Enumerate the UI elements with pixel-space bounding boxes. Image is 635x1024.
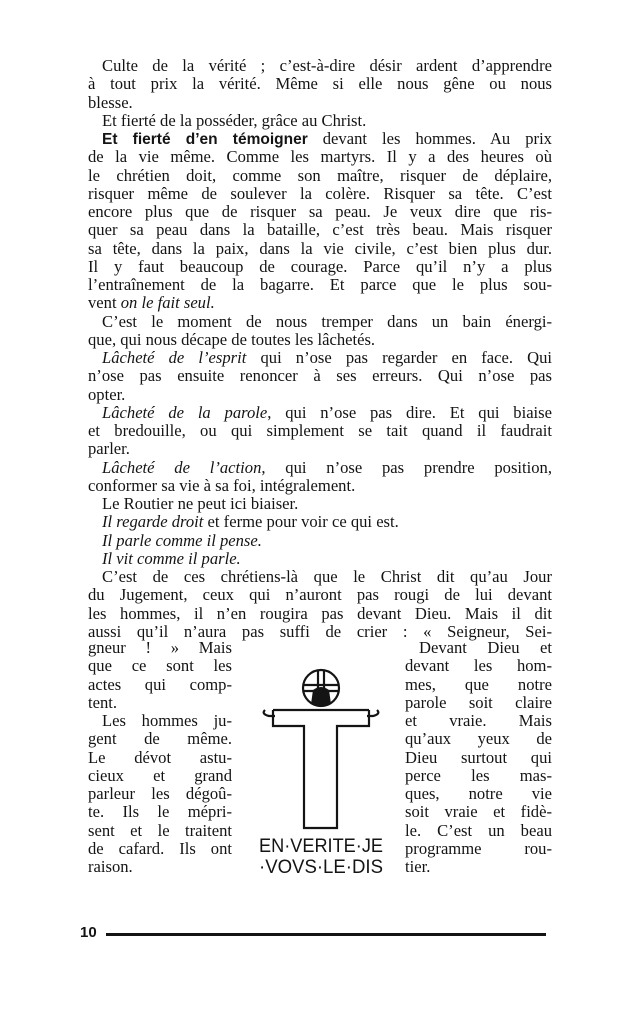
- text-segment: de la vie même. Comme les martyrs. Il y a des heures où: [88, 147, 552, 167]
- text-segment: et vraie. Mais: [405, 711, 552, 730]
- text-segment: Dieu surtout qui: [405, 747, 552, 767]
- inscription-line-2: ·VOVS·LE·DIS: [259, 857, 383, 876]
- text-line: [88, 532, 552, 550]
- text-segment: sent et le traitent: [88, 820, 232, 840]
- text-segment: te. Ils le mépri-: [88, 802, 232, 822]
- text-segment: risquer même de soulever la colère. Risquer sa tête. C’est: [88, 183, 552, 203]
- main-text: [88, 57, 552, 641]
- text-line: [88, 167, 552, 185]
- text-segment: Culte de la vérité ; c’est-à-dire désir ardent d’apprendre: [102, 56, 552, 75]
- text-line: [88, 858, 232, 876]
- text-line: [88, 822, 232, 840]
- bold-text: Et fierté d’en témoigner: [102, 131, 308, 148]
- text-line: [88, 313, 552, 331]
- text-line: [88, 676, 232, 694]
- text-segment: le. C’est un beau: [405, 820, 552, 840]
- text-line: [88, 803, 232, 821]
- text-line: [88, 785, 232, 803]
- text-line: [88, 404, 552, 422]
- text-line: [88, 94, 552, 112]
- italic-text: Il regarde droit: [102, 512, 204, 532]
- right-column-text: [405, 639, 552, 876]
- text-segment: que, qui nous décape de toutes les lâchetés.: [88, 329, 376, 349]
- text-segment: Il y faut beaucoup de courage. Parce qu’il n’y a plus: [88, 256, 552, 276]
- text-line: [88, 203, 552, 221]
- text-segment: conformer sa vie à sa foi, intégralement.: [88, 475, 356, 495]
- text-segment: mes, que notre: [405, 674, 552, 694]
- italic-text: Lâcheté de l’action: [102, 457, 262, 477]
- text-line: [88, 240, 552, 258]
- text-line: [88, 840, 232, 858]
- page-number: 10: [80, 924, 97, 941]
- text-line: [88, 495, 552, 513]
- text-line: [405, 858, 552, 876]
- text-segment: blesse.: [88, 92, 133, 112]
- text-segment: Les hommes ju-: [102, 711, 232, 730]
- text-line: [88, 349, 552, 367]
- italic-text: Il vit comme il parle.: [102, 548, 241, 568]
- text-segment: , qui n’ose pas dire. Et qui biaise: [267, 402, 552, 422]
- text-line: [88, 639, 232, 657]
- text-segment: gent de même.: [88, 729, 232, 749]
- text-line: [88, 550, 552, 568]
- text-segment: et bredouille, ou qui simplement se tait quand il faudrait: [88, 421, 552, 440]
- italic-text: Il parle comme il pense.: [102, 530, 262, 550]
- page-footer: [80, 924, 550, 944]
- text-segment: du Jugement, ceux qui n’auront pas rougi de lui devant: [88, 585, 552, 605]
- text-line: [88, 440, 552, 458]
- italic-text: Lâcheté de l’esprit: [102, 348, 247, 367]
- text-segment: tent.: [88, 692, 118, 712]
- text-line: [88, 513, 552, 531]
- text-line: [405, 749, 552, 767]
- text-line: [88, 730, 232, 748]
- text-line: [405, 840, 552, 858]
- text-segment: C’est de ces chrétiens-là que le Christ dit qu’au Jour: [102, 567, 552, 586]
- text-segment: que ce sont les: [88, 656, 232, 676]
- text-line: [405, 676, 552, 694]
- text-line: [88, 586, 552, 604]
- text-segment: à tout prix la vérité. Même si elle nous gêne ou nous: [88, 74, 552, 94]
- text-line: [88, 568, 552, 586]
- text-segment: actes qui comp-: [88, 674, 232, 694]
- text-segment: programme rou-: [405, 838, 552, 858]
- italic-text: on le fait seul.: [120, 293, 215, 313]
- text-line: [405, 694, 552, 712]
- text-segment: parler.: [88, 439, 130, 459]
- text-segment: ques, notre vie: [405, 784, 552, 803]
- text-line: [88, 57, 552, 75]
- christ-cross-icon: [255, 668, 387, 876]
- text-line: [88, 112, 552, 130]
- text-segment: n’ose pas ensuite renoncer à ses erreurs. Qui n’ose pas: [88, 366, 552, 386]
- left-column-text: [88, 639, 232, 876]
- text-segment: opter.: [88, 384, 126, 404]
- text-segment: gneur ! » Mais: [88, 638, 232, 657]
- text-segment: Le Routier ne peut ici biaiser.: [102, 494, 299, 513]
- text-line: [88, 477, 552, 495]
- text-line: [405, 822, 552, 840]
- text-segment: devant les hommes. Au prix: [307, 129, 552, 148]
- text-line: [88, 148, 552, 166]
- text-line: [88, 221, 552, 239]
- text-segment: C’est le moment de nous tremper dans un bain énergi-: [102, 311, 552, 331]
- text-line: [88, 294, 552, 312]
- text-line: [88, 657, 232, 675]
- text-line: [88, 459, 552, 477]
- text-line: [88, 605, 552, 623]
- text-segment: Devant Dieu et: [419, 638, 552, 657]
- text-line: [88, 258, 552, 276]
- text-segment: parleur les dégoû-: [88, 784, 232, 803]
- text-segment: quer sa peau dans la bataille, c’est très beau. Mais risquer: [88, 220, 552, 240]
- italic-text: Lâcheté de la parole: [102, 402, 268, 422]
- text-segment: cieux et grand: [88, 765, 232, 785]
- text-segment: tier.: [405, 857, 431, 876]
- text-segment: le chrétien doit, comme son maître, risquer de déplaire,: [88, 165, 552, 185]
- text-segment: sa tête, dans la paix, dans la vie civile, c’est bien plus dur.: [88, 238, 552, 258]
- text-segment: les hommes, il n’en rougira pas devant Dieu. Mais il dit: [88, 603, 552, 623]
- text-segment: soit vraie et fidè-: [405, 802, 552, 822]
- inscription-line-1: EN·VERITE·JE: [259, 836, 383, 857]
- text-segment: de cafard. Ils ont: [88, 838, 232, 858]
- text-segment: et ferme pour voir ce qui est.: [203, 512, 399, 532]
- text-line: [405, 730, 552, 748]
- text-segment: qui n’ose pas regarder en face. Qui: [246, 348, 552, 367]
- text-segment: devant les hom-: [405, 656, 552, 676]
- text-line: [405, 639, 552, 657]
- christ-illustration: [255, 668, 387, 876]
- text-line: [88, 749, 232, 767]
- text-segment: raison.: [88, 857, 133, 876]
- text-segment: aussi qu’il n’aura pas suffi de crier : « Seigneur, Sei-: [88, 621, 552, 641]
- text-line: [88, 276, 552, 294]
- text-segment: parole soit claire: [405, 692, 552, 712]
- text-line: [88, 75, 552, 93]
- text-segment: Et fierté de la posséder, grâce au Christ.: [102, 110, 367, 130]
- text-line: [88, 130, 552, 148]
- text-line: [88, 712, 232, 730]
- text-line: [88, 386, 552, 404]
- text-segment: l’entraînement de la bagarre. Et parce que le plus sou-: [88, 275, 552, 294]
- text-line: [88, 694, 232, 712]
- text-line: [405, 767, 552, 785]
- text-line: [405, 785, 552, 803]
- text-line: [88, 367, 552, 385]
- text-segment: encore plus que de risquer sa peau. Je veux dire que ris-: [88, 202, 552, 221]
- text-segment: vent: [88, 293, 121, 313]
- text-line: [88, 422, 552, 440]
- text-line: [88, 767, 232, 785]
- text-segment: Le dévot astu-: [88, 747, 232, 767]
- text-segment: qu’aux yeux de: [405, 729, 552, 749]
- text-line: [405, 712, 552, 730]
- text-line: [405, 803, 552, 821]
- footer-rule: [106, 933, 546, 936]
- text-line: [88, 331, 552, 349]
- text-segment: perce les mas-: [405, 765, 552, 785]
- text-segment: , qui n’ose pas prendre position,: [261, 457, 552, 477]
- text-line: [88, 185, 552, 203]
- text-line: [405, 657, 552, 675]
